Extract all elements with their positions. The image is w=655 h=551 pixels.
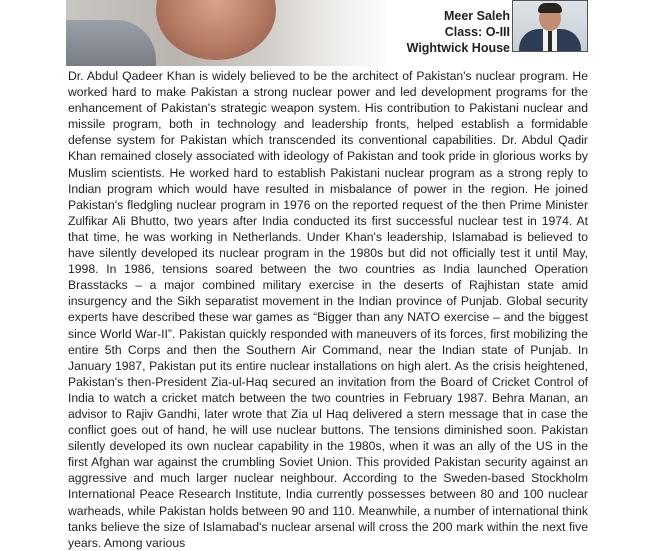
author-name: Meer Saleh [443,9,510,23]
photo-portrait [156,0,276,60]
author-house: Wightwick House [406,41,510,55]
article-photo [66,0,386,66]
article-body: Dr. Abdul Qadeer Khan is widely believed to be the architect of Pakistan's nuclear program. He worked hard to make Pakistan a strong nuclear power and led development programs for the enhancement of Pakistan's strategic weapon system. His contribution to Pakistani nuclear and missile program, both in technology and leadership fronts, helped establish a formidable defense system for Pakistan which transcended its conventional capabilities. Dr. Abdul Qadir Khan remained closely associated with ideology of Pakistan and took pride in glorious works by Muslim scientists. He worked hard to establish Pakistani nuclear program as a strong reply to Indian program which would have resulted in misbalance of power in the region. He joined Pakistan's fledgling nuclear program in 1976 on the reported request of the then Prime Minister Zulfikar Ali Bhutto, two years after India conducted its first successful nuclear test in 1974. At that time, he was working in Netherlands. Under Khan's leadership, Islamabad is believed to have silently developed its nuclear program in the 1980s but did not officially test it until May, 1998. In 1986, tensions soared between the two countries as India launched Operation Brasstacks – a major combined military exercise in the deserts of Rajhistan state amid insurgency and the Sikh separatist movement in the Indian province of Punjab. Global security experts have described these war games as “Bigger than any NATO exercise – and the biggest since World War-II”. Pakistan quickly responded with maneuvers of its forces, first mobilizing the entire 5th Corps and then the Southern Air Command, near the Indian state of Punjab. In January 1987, Pakistan put its entire nuclear installations on high alert. As the crisis heightened, Pakistan's then-President Zia-ul-Haq secured an invitation from the Board of Cricket Control of India to watch a cricket match between the two countries in February 1987. Behra Manan, an advisor to Rajiv Gandhi, later wrote that Zia ul Haq delivered a stern message that in case the conflict goes out of hand, he will use nuclear buttons. The tensions diminished soon. Pakistan silently developed its own nuclear capability in the 1980s, when it was an ally of the US in the first Afghan war against the crumbling Soviet Union. This provided Pakistan security against an aggressive and much larger nuclear neighbour. According to the Sweden-based Stockholm International Peace Research Institute, India currently possesses between 80 and 100 nuclear warheads, while Pakistan holds between 90 and 110. Meanwhile, a number of international think tanks believe the size of Islamabad's nuclear arsenal will cross the 200 mark within the next five years. Among various [68,69,588,550]
photo-fade [276,0,386,66]
author-photo-hair [538,3,562,13]
author-photo-tie [548,31,552,51]
author-photo [512,0,588,52]
photo-suit [66,20,156,66]
author-block [407,8,510,56]
author-class: Class: O-III [444,25,510,39]
